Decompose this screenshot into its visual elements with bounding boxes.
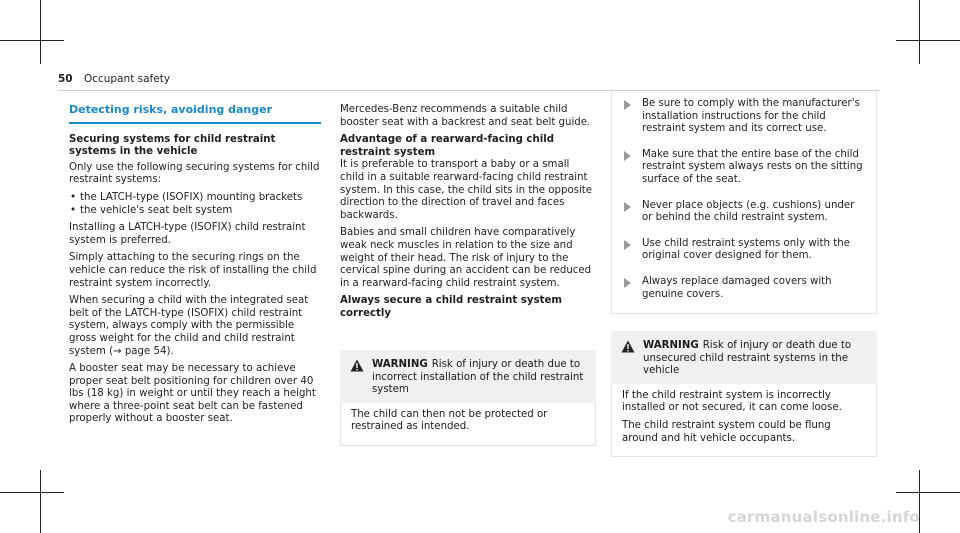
instruction-step xyxy=(622,200,866,225)
subheading: Advantage of a rearward-facing child restraint system xyxy=(340,134,554,158)
crop-mark xyxy=(0,40,64,41)
crop-mark xyxy=(0,492,64,493)
warning-text: Risk of injury or death due to unsecured child restraint systems in the vehicle xyxy=(643,340,852,377)
section-name: Occupant safety xyxy=(83,73,171,85)
warning-paragraph: The child restraint system could be flung around and hit vehicle occupants. xyxy=(622,419,831,444)
paragraph: It is preferable to transport a baby or a small child in a suitable rearward-facing child restraint system. In this case, the child sits in the opposite direction to the direction of travel and faces backwards. xyxy=(340,159,593,221)
warning-header xyxy=(611,331,877,384)
instruction-step xyxy=(622,276,866,301)
crop-mark xyxy=(40,470,41,533)
step-arrow-icon xyxy=(624,202,631,212)
paragraph: Babies and small children have comparatively weak neck muscles in relation to the size and weight of their head. The risk of injury to the cervical spine during an accident can be reduced in a rearward-facing child restraint system. xyxy=(340,227,592,289)
warning-text: Risk of injury or death due to incorrect installation of the child restraint system xyxy=(372,359,584,396)
step-arrow-icon xyxy=(624,151,631,161)
bullet-item: • the vehicle's seat belt system xyxy=(69,205,321,218)
warning-box xyxy=(340,350,596,446)
warning-triangle-icon xyxy=(621,340,635,353)
crop-mark xyxy=(896,40,960,41)
bullet-list xyxy=(69,192,321,217)
step-text: Use child restraint systems only with the original cover designed for them. xyxy=(642,237,850,262)
column-middle xyxy=(340,104,596,321)
crop-mark xyxy=(40,0,41,64)
column-left xyxy=(69,104,321,431)
step-arrow-icon xyxy=(624,240,631,250)
subheading: Securing systems for child restraint systems in the vehicle xyxy=(69,133,276,158)
crop-mark xyxy=(896,492,960,493)
paragraph: Installing a LATCH-type (ISOFIX) child restraint system is preferred. xyxy=(69,222,306,246)
paragraph: Simply attaching to the securing rings on the vehicle can reduce the risk of installing the child restraint system incorrectly. xyxy=(69,252,317,289)
warning-label: WARNING xyxy=(372,359,428,370)
step-arrow-icon xyxy=(624,278,631,288)
instruction-step xyxy=(622,98,866,136)
paragraph: Only use the following securing systems for child restraint systems: xyxy=(69,161,320,186)
step-text: Make sure that the entire base of the child restraint system always rests on the sitting surface of the seat. xyxy=(642,148,863,185)
section-title-rule xyxy=(69,122,321,124)
instruction-step xyxy=(622,149,866,187)
watermark: carmanualsonline.info xyxy=(727,508,920,526)
warning-triangle-icon xyxy=(350,359,364,372)
warning-paragraph: If the child restraint system is incorrectly installed or not secured, it can come loose. xyxy=(622,389,842,414)
crop-mark xyxy=(919,0,920,64)
warning-body xyxy=(611,384,877,457)
warning-label: WARNING xyxy=(643,340,699,351)
step-arrow-icon xyxy=(624,100,631,110)
subheading: Always secure a child restraint system correctly xyxy=(340,295,562,319)
warning-body xyxy=(340,403,596,446)
instruction-step xyxy=(622,238,866,263)
column-right xyxy=(611,90,877,314)
step-text: Be sure to comply with the manufacturer's installation instructions for the child restraint system and its correct use. xyxy=(642,98,860,135)
warning-paragraph: The child can then not be protected or restrained as intended. xyxy=(351,408,548,433)
bullet-item: • the LATCH-type (ISOFIX) mounting brackets xyxy=(69,192,321,205)
section-title: Detecting risks, avoiding danger xyxy=(69,103,272,116)
warning-box xyxy=(611,331,877,457)
warning-header xyxy=(340,350,596,403)
paragraph: Mercedes-Benz recommends a suitable child booster seat with a backrest and seat belt guide. xyxy=(340,104,591,128)
paragraph: A booster seat may be necessary to achieve proper seat belt positioning for children over 40 lbs (18 kg) in weight or until they reach a height where a three-point seat belt can be fastened properly without a booster seat. xyxy=(69,363,316,425)
paragraph: When securing a child with the integrated seat belt of the LATCH-type (ISOFIX) child restraint system, always comply with the permissible gross weight for the child and child restraint system (→ page 54). xyxy=(69,295,309,357)
instruction-steps xyxy=(611,90,877,314)
page-number: 50 xyxy=(58,73,73,85)
page-header xyxy=(58,73,170,85)
step-text: Always replace damaged covers with genuine covers. xyxy=(642,275,832,300)
step-text: Never place objects (e.g. cushions) under or behind the child restraint system. xyxy=(642,199,855,224)
